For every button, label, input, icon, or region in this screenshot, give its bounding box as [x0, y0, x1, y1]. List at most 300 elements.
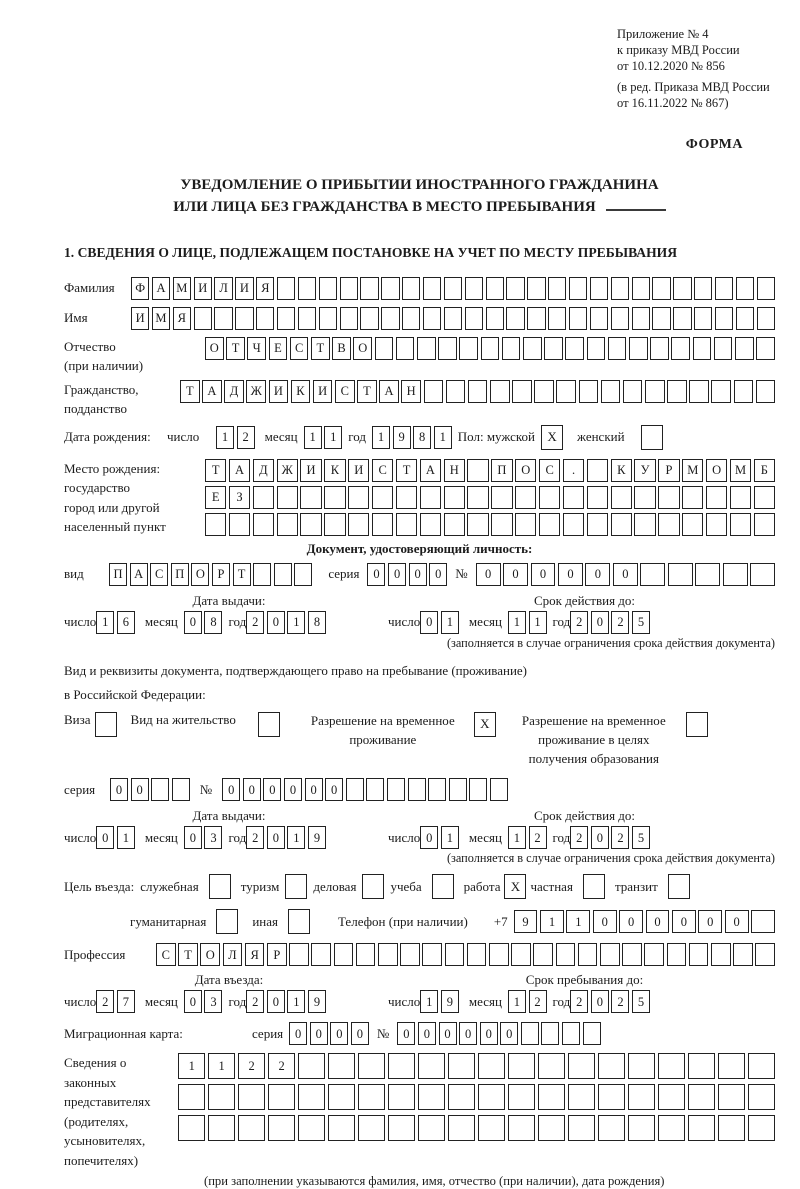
char-box[interactable] — [622, 943, 642, 966]
char-box[interactable] — [358, 1053, 385, 1079]
char-box[interactable]: 0 — [388, 563, 406, 586]
char-box[interactable] — [623, 380, 643, 403]
char-box[interactable]: 0 — [284, 778, 302, 801]
char-box[interactable] — [328, 1115, 355, 1141]
char-box[interactable]: К — [291, 380, 311, 403]
char-box[interactable]: 0 — [725, 910, 749, 933]
char-box[interactable] — [565, 337, 584, 360]
char-box[interactable] — [578, 943, 598, 966]
char-box[interactable] — [417, 337, 436, 360]
char-box[interactable]: 1 — [566, 910, 590, 933]
char-box[interactable]: С — [290, 337, 309, 360]
char-box[interactable]: 0 — [267, 611, 285, 634]
char-box[interactable]: К — [324, 459, 345, 482]
char-box[interactable] — [608, 337, 627, 360]
char-box[interactable]: 0 — [585, 563, 610, 586]
char-box[interactable]: С — [372, 459, 393, 482]
char-box[interactable]: Т — [180, 380, 200, 403]
char-box[interactable]: 1 — [287, 990, 305, 1013]
char-box[interactable] — [748, 1115, 775, 1141]
char-box[interactable] — [420, 486, 441, 509]
char-box[interactable]: 0 — [476, 563, 501, 586]
char-box[interactable] — [319, 307, 337, 330]
char-box[interactable] — [598, 1084, 625, 1110]
char-box[interactable] — [298, 277, 316, 300]
char-box[interactable]: 8 — [413, 426, 431, 449]
char-box[interactable] — [601, 380, 621, 403]
char-box[interactable]: 2 — [611, 611, 629, 634]
char-box[interactable] — [718, 1084, 745, 1110]
char-box[interactable] — [465, 277, 483, 300]
char-box[interactable]: 1 — [324, 426, 342, 449]
char-box[interactable]: З — [229, 486, 250, 509]
sex-male-checkbox[interactable]: X — [541, 425, 563, 450]
char-box[interactable] — [527, 307, 545, 330]
char-box[interactable] — [658, 486, 679, 509]
char-box[interactable]: 0 — [409, 563, 427, 586]
char-box[interactable] — [644, 943, 664, 966]
char-box[interactable] — [587, 513, 608, 536]
char-box[interactable]: 5 — [632, 611, 650, 634]
char-box[interactable] — [300, 513, 321, 536]
char-box[interactable] — [478, 1115, 505, 1141]
char-box[interactable] — [600, 943, 620, 966]
char-box[interactable]: 0 — [330, 1022, 348, 1045]
char-box[interactable]: 2 — [529, 826, 547, 849]
char-box[interactable]: 0 — [184, 611, 202, 634]
char-box[interactable] — [420, 513, 441, 536]
char-box[interactable]: 7 — [117, 990, 135, 1013]
char-box[interactable] — [491, 486, 512, 509]
purpose-official-checkbox[interactable] — [209, 874, 231, 899]
char-box[interactable] — [715, 277, 733, 300]
char-box[interactable]: И — [269, 380, 289, 403]
char-box[interactable] — [388, 1084, 415, 1110]
char-box[interactable]: Б — [754, 459, 775, 482]
char-box[interactable]: 9 — [441, 990, 459, 1013]
char-box[interactable] — [468, 380, 488, 403]
char-box[interactable] — [238, 1084, 265, 1110]
char-box[interactable]: 1 — [216, 426, 234, 449]
char-box[interactable] — [467, 459, 488, 482]
char-box[interactable] — [423, 277, 441, 300]
char-box[interactable] — [667, 380, 687, 403]
char-box[interactable] — [340, 307, 358, 330]
purpose-private-checkbox[interactable] — [583, 874, 605, 899]
char-box[interactable]: 1 — [529, 611, 547, 634]
char-box[interactable] — [673, 307, 691, 330]
char-box[interactable]: 2 — [570, 990, 588, 1013]
char-box[interactable] — [490, 380, 510, 403]
char-box[interactable]: Т — [205, 459, 226, 482]
entry-day-boxes[interactable] — [96, 990, 135, 1013]
char-box[interactable] — [650, 337, 669, 360]
char-box[interactable] — [590, 307, 608, 330]
char-box[interactable] — [334, 943, 354, 966]
residence-valid-month[interactable] — [508, 826, 547, 849]
char-box[interactable] — [298, 1115, 325, 1141]
char-box[interactable] — [658, 1084, 685, 1110]
birth-place-boxes-1[interactable] — [205, 459, 775, 482]
residence-issue-month[interactable] — [184, 826, 223, 849]
char-box[interactable] — [253, 486, 274, 509]
char-box[interactable] — [590, 277, 608, 300]
char-box[interactable]: 0 — [351, 1022, 369, 1045]
char-box[interactable]: 1 — [208, 1053, 235, 1079]
char-box[interactable] — [611, 486, 632, 509]
char-box[interactable] — [689, 380, 709, 403]
char-box[interactable]: Я — [245, 943, 265, 966]
identity-valid-month[interactable] — [508, 611, 547, 634]
char-box[interactable] — [541, 1022, 559, 1045]
char-box[interactable] — [568, 1084, 595, 1110]
temp-residence-edu-checkbox[interactable] — [686, 712, 708, 737]
identity-number-boxes[interactable] — [476, 563, 775, 586]
char-box[interactable] — [178, 1115, 205, 1141]
birth-day-boxes[interactable] — [216, 426, 255, 449]
char-box[interactable] — [548, 277, 566, 300]
char-box[interactable]: Д — [224, 380, 244, 403]
char-box[interactable] — [324, 513, 345, 536]
char-box[interactable] — [634, 486, 655, 509]
identity-issue-year[interactable] — [246, 611, 326, 634]
residence-number-boxes[interactable] — [222, 778, 508, 801]
char-box[interactable] — [418, 1053, 445, 1079]
char-box[interactable]: 5 — [632, 826, 650, 849]
char-box[interactable]: Т — [357, 380, 377, 403]
char-box[interactable] — [481, 337, 500, 360]
char-box[interactable]: Л — [214, 277, 232, 300]
char-box[interactable] — [598, 1115, 625, 1141]
char-box[interactable]: Р — [658, 459, 679, 482]
char-box[interactable] — [205, 513, 226, 536]
char-box[interactable] — [587, 459, 608, 482]
char-box[interactable] — [539, 513, 560, 536]
char-box[interactable]: 0 — [429, 563, 447, 586]
char-box[interactable] — [757, 307, 775, 330]
char-box[interactable] — [381, 307, 399, 330]
char-box[interactable] — [469, 778, 487, 801]
char-box[interactable]: А — [229, 459, 250, 482]
char-box[interactable] — [396, 337, 415, 360]
char-box[interactable]: О — [706, 459, 727, 482]
char-box[interactable]: 0 — [96, 826, 114, 849]
char-box[interactable] — [467, 486, 488, 509]
char-box[interactable]: 0 — [420, 611, 438, 634]
purpose-humanitarian-checkbox[interactable] — [216, 909, 238, 934]
char-box[interactable] — [718, 1053, 745, 1079]
char-box[interactable] — [714, 337, 733, 360]
purpose-tourism-checkbox[interactable] — [285, 874, 307, 899]
char-box[interactable] — [422, 943, 442, 966]
identity-valid-year[interactable] — [570, 611, 650, 634]
char-box[interactable]: 2 — [246, 990, 264, 1013]
char-box[interactable] — [444, 486, 465, 509]
char-box[interactable]: Ж — [246, 380, 266, 403]
char-box[interactable] — [735, 337, 754, 360]
char-box[interactable] — [527, 277, 545, 300]
char-box[interactable] — [208, 1115, 235, 1141]
char-box[interactable] — [448, 1084, 475, 1110]
char-box[interactable]: 9 — [393, 426, 411, 449]
char-box[interactable] — [229, 513, 250, 536]
char-box[interactable]: 1 — [508, 826, 526, 849]
char-box[interactable] — [757, 277, 775, 300]
char-box[interactable] — [506, 277, 524, 300]
char-box[interactable] — [448, 1115, 475, 1141]
char-box[interactable]: О — [191, 563, 209, 586]
char-box[interactable] — [328, 1084, 355, 1110]
char-box[interactable] — [611, 277, 629, 300]
char-box[interactable] — [733, 943, 753, 966]
char-box[interactable] — [658, 513, 679, 536]
char-box[interactable]: 1 — [96, 611, 114, 634]
char-box[interactable]: Н — [444, 459, 465, 482]
char-box[interactable]: 1 — [508, 611, 526, 634]
char-box[interactable] — [478, 1084, 505, 1110]
char-box[interactable]: 0 — [267, 990, 285, 1013]
char-box[interactable]: Я — [173, 307, 191, 330]
char-box[interactable]: 0 — [646, 910, 670, 933]
entry-year-boxes[interactable] — [246, 990, 326, 1013]
char-box[interactable] — [448, 1053, 475, 1079]
char-box[interactable] — [508, 1053, 535, 1079]
char-box[interactable]: 1 — [540, 910, 564, 933]
char-box[interactable] — [268, 1084, 295, 1110]
char-box[interactable] — [178, 1084, 205, 1110]
char-box[interactable]: 1 — [178, 1053, 205, 1079]
char-box[interactable] — [444, 307, 462, 330]
char-box[interactable] — [544, 337, 563, 360]
char-box[interactable] — [539, 486, 560, 509]
char-box[interactable]: 2 — [611, 990, 629, 1013]
char-box[interactable]: М — [730, 459, 751, 482]
char-box[interactable]: Ч — [247, 337, 266, 360]
char-box[interactable]: О — [353, 337, 372, 360]
char-box[interactable] — [730, 513, 751, 536]
char-box[interactable] — [253, 513, 274, 536]
char-box[interactable] — [298, 1084, 325, 1110]
char-box[interactable]: 0 — [480, 1022, 498, 1045]
char-box[interactable]: 1 — [287, 826, 305, 849]
char-box[interactable] — [632, 307, 650, 330]
char-box[interactable]: 0 — [439, 1022, 457, 1045]
char-box[interactable] — [756, 380, 776, 403]
char-box[interactable] — [556, 943, 576, 966]
char-box[interactable] — [556, 380, 576, 403]
char-box[interactable] — [465, 307, 483, 330]
char-box[interactable] — [640, 563, 665, 586]
char-box[interactable] — [438, 337, 457, 360]
char-box[interactable] — [408, 778, 426, 801]
char-box[interactable]: Л — [223, 943, 243, 966]
char-box[interactable] — [736, 307, 754, 330]
char-box[interactable]: С — [335, 380, 355, 403]
stay-month-boxes[interactable] — [508, 990, 547, 1013]
char-box[interactable]: И — [235, 277, 253, 300]
char-box[interactable]: Н — [401, 380, 421, 403]
char-box[interactable] — [253, 563, 271, 586]
char-box[interactable] — [562, 1022, 580, 1045]
char-box[interactable]: 0 — [110, 778, 128, 801]
given-name-boxes[interactable] — [131, 307, 775, 330]
char-box[interactable]: С — [156, 943, 176, 966]
char-box[interactable] — [750, 563, 775, 586]
char-box[interactable] — [274, 563, 292, 586]
char-box[interactable] — [402, 277, 420, 300]
char-box[interactable] — [756, 337, 775, 360]
residence-valid-year[interactable] — [570, 826, 650, 849]
char-box[interactable] — [402, 307, 420, 330]
stay-year-boxes[interactable] — [570, 990, 650, 1013]
identity-kind-boxes[interactable] — [109, 563, 312, 586]
char-box[interactable]: У — [634, 459, 655, 482]
char-box[interactable]: 1 — [441, 611, 459, 634]
entry-month-boxes[interactable] — [184, 990, 223, 1013]
char-box[interactable]: 2 — [570, 826, 588, 849]
char-box[interactable] — [400, 943, 420, 966]
char-box[interactable]: Т — [311, 337, 330, 360]
residence-issue-year[interactable] — [246, 826, 326, 849]
char-box[interactable] — [356, 943, 376, 966]
char-box[interactable] — [491, 513, 512, 536]
char-box[interactable] — [360, 307, 378, 330]
char-box[interactable] — [563, 486, 584, 509]
surname-boxes[interactable] — [131, 277, 775, 300]
char-box[interactable]: Ф — [131, 277, 149, 300]
char-box[interactable]: 0 — [222, 778, 240, 801]
char-box[interactable] — [490, 778, 508, 801]
char-box[interactable]: 6 — [117, 611, 135, 634]
char-box[interactable] — [730, 486, 751, 509]
char-box[interactable]: 0 — [591, 826, 609, 849]
char-box[interactable] — [718, 1115, 745, 1141]
char-box[interactable] — [508, 1084, 535, 1110]
char-box[interactable] — [538, 1115, 565, 1141]
char-box[interactable] — [658, 1115, 685, 1141]
char-box[interactable]: 0 — [672, 910, 696, 933]
char-box[interactable]: Т — [396, 459, 417, 482]
char-box[interactable] — [523, 337, 542, 360]
phone-boxes[interactable] — [514, 910, 775, 933]
char-box[interactable] — [214, 307, 232, 330]
char-box[interactable]: 2 — [238, 1053, 265, 1079]
char-box[interactable]: 0 — [593, 910, 617, 933]
char-box[interactable]: А — [130, 563, 148, 586]
char-box[interactable]: 0 — [418, 1022, 436, 1045]
char-box[interactable]: 2 — [268, 1053, 295, 1079]
char-box[interactable] — [375, 337, 394, 360]
char-box[interactable] — [736, 277, 754, 300]
char-box[interactable]: 0 — [184, 826, 202, 849]
char-box[interactable] — [748, 1053, 775, 1079]
char-box[interactable] — [378, 943, 398, 966]
char-box[interactable]: 2 — [246, 826, 264, 849]
char-box[interactable]: 0 — [503, 563, 528, 586]
char-box[interactable] — [506, 307, 524, 330]
char-box[interactable] — [671, 337, 690, 360]
char-box[interactable]: Ж — [277, 459, 298, 482]
char-box[interactable] — [755, 943, 775, 966]
char-box[interactable]: 0 — [591, 990, 609, 1013]
char-box[interactable]: 1 — [287, 611, 305, 634]
char-box[interactable]: И — [131, 307, 149, 330]
char-box[interactable] — [298, 1053, 325, 1079]
char-box[interactable] — [688, 1053, 715, 1079]
char-box[interactable] — [689, 943, 709, 966]
char-box[interactable]: И — [313, 380, 333, 403]
purpose-study-checkbox[interactable] — [432, 874, 454, 899]
char-box[interactable]: М — [682, 459, 703, 482]
char-box[interactable] — [366, 778, 384, 801]
char-box[interactable] — [715, 307, 733, 330]
char-box[interactable]: М — [173, 277, 191, 300]
temp-residence-checkbox[interactable]: X — [474, 712, 496, 737]
char-box[interactable] — [587, 486, 608, 509]
char-box[interactable] — [388, 1053, 415, 1079]
char-box[interactable] — [502, 337, 521, 360]
char-box[interactable] — [667, 943, 687, 966]
char-box[interactable] — [508, 1115, 535, 1141]
char-box[interactable] — [300, 486, 321, 509]
char-box[interactable] — [754, 513, 775, 536]
char-box[interactable]: 2 — [570, 611, 588, 634]
char-box[interactable] — [568, 1053, 595, 1079]
char-box[interactable] — [688, 1084, 715, 1110]
char-box[interactable]: О — [205, 337, 224, 360]
char-box[interactable]: О — [200, 943, 220, 966]
char-box[interactable] — [723, 563, 748, 586]
char-box[interactable] — [489, 943, 509, 966]
char-box[interactable]: . — [563, 459, 584, 482]
char-box[interactable] — [668, 563, 693, 586]
stay-day-boxes[interactable] — [420, 990, 459, 1013]
char-box[interactable]: 0 — [243, 778, 261, 801]
char-box[interactable] — [277, 486, 298, 509]
residence-permit-checkbox[interactable] — [258, 712, 280, 737]
char-box[interactable]: Д — [253, 459, 274, 482]
char-box[interactable]: Р — [267, 943, 287, 966]
char-box[interactable]: 0 — [459, 1022, 477, 1045]
char-box[interactable]: А — [420, 459, 441, 482]
char-box[interactable] — [449, 778, 467, 801]
char-box[interactable]: 0 — [289, 1022, 307, 1045]
char-box[interactable] — [682, 513, 703, 536]
char-box[interactable]: 9 — [308, 990, 326, 1013]
char-box[interactable] — [459, 337, 478, 360]
patronymic-boxes[interactable] — [205, 337, 775, 360]
profession-boxes[interactable] — [156, 943, 775, 966]
char-box[interactable]: 2 — [246, 611, 264, 634]
migration-number-boxes[interactable] — [397, 1022, 600, 1045]
sex-female-checkbox[interactable] — [641, 425, 663, 450]
char-box[interactable]: 0 — [263, 778, 281, 801]
char-box[interactable]: Т — [233, 563, 251, 586]
char-box[interactable] — [445, 943, 465, 966]
char-box[interactable] — [515, 513, 536, 536]
char-box[interactable] — [277, 277, 295, 300]
char-box[interactable] — [751, 910, 775, 933]
char-box[interactable] — [706, 486, 727, 509]
identity-valid-day[interactable] — [420, 611, 459, 634]
identity-issue-month[interactable] — [184, 611, 223, 634]
char-box[interactable]: 0 — [591, 611, 609, 634]
char-box[interactable]: 1 — [508, 990, 526, 1013]
char-box[interactable]: 0 — [613, 563, 638, 586]
char-box[interactable]: И — [194, 277, 212, 300]
char-box[interactable]: 1 — [420, 990, 438, 1013]
char-box[interactable] — [396, 513, 417, 536]
